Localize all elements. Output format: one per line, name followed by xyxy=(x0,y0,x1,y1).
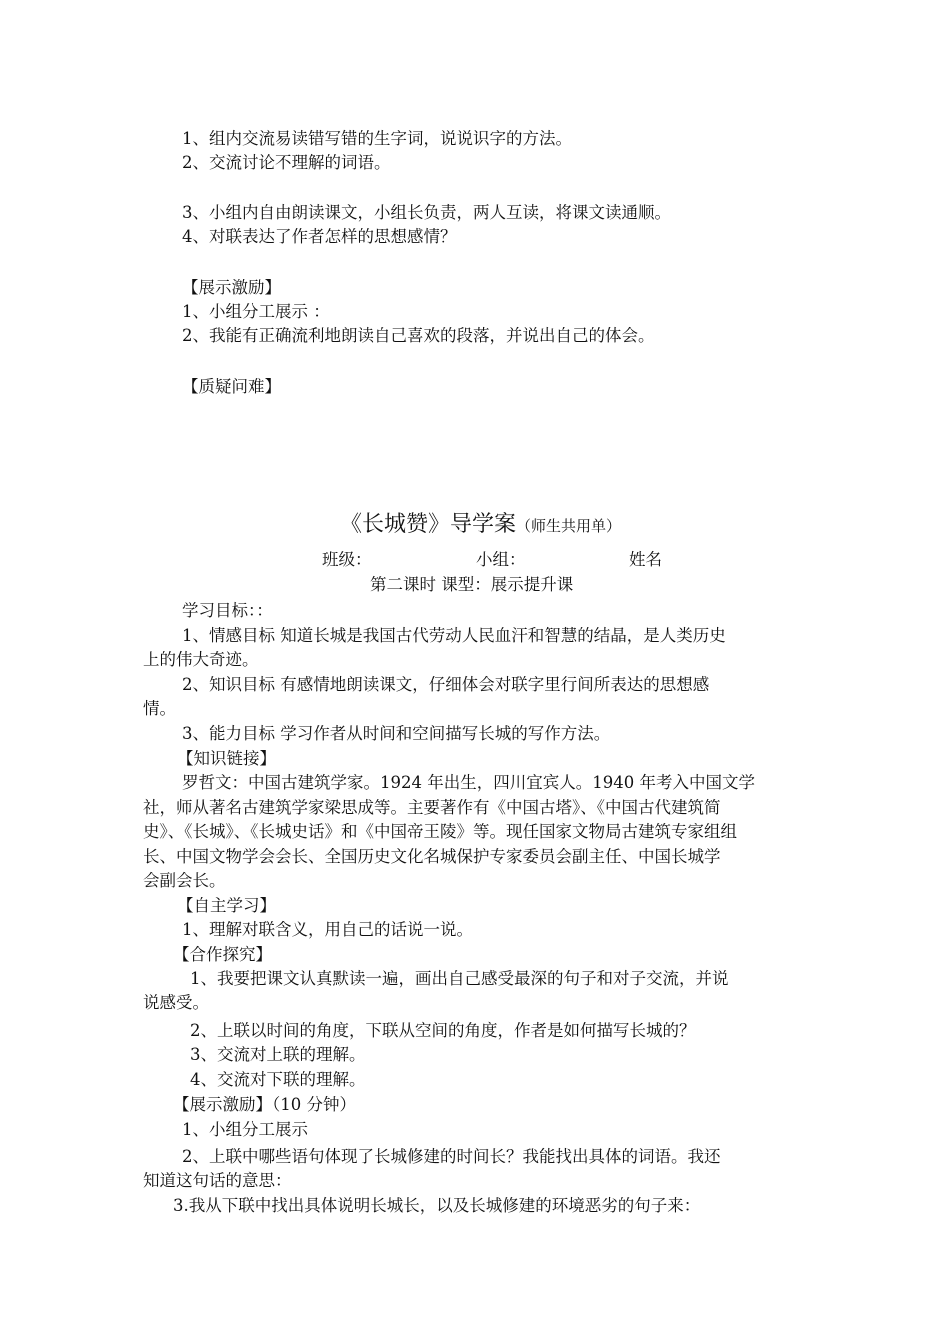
show2-item-3: 3.我从下联中找出具体说明长城长，以及长城修建的环境恶劣的句子来： xyxy=(173,1196,701,1215)
show2-item-2-line-1: 2、上联中哪些语句体现了长城修建的时间长？我能找出具体的词语。我还 xyxy=(182,1147,721,1166)
coop-item-2: 2、上联以时间的角度，下联从空间的角度，作者是如何描写长城的？ xyxy=(190,1021,696,1040)
doc-title: 《长城赞》导学案 xyxy=(340,512,517,537)
question-heading: 【质疑问难】 xyxy=(182,377,281,396)
part1-item-2: 2、交流讨论不理解的词语。 xyxy=(182,153,391,172)
goal-3: 3、能力目标 学习作者从时间和空间描写长城的写作方法。 xyxy=(182,724,611,743)
coop-item-1-line-1: 1、我要把课文认真默读一遍，画出自己感受最深的句子和对子交流，并说 xyxy=(190,969,729,988)
show2-item-2-line-2: 知道这句话的意思： xyxy=(143,1171,292,1190)
show-heading: 【展示激励】 xyxy=(182,278,281,297)
knowledge-line-5: 会副会长。 xyxy=(143,871,226,890)
coop-item-1-line-2: 说感受。 xyxy=(143,993,209,1012)
name-label: 姓名 xyxy=(629,550,662,569)
goal-2-line-2: 情。 xyxy=(143,699,176,718)
class-label: 班级： xyxy=(322,550,372,569)
show-item-2: 2、我能有正确流利地朗读自己喜欢的段落，并说出自己的体会。 xyxy=(182,326,655,345)
part1-item-4: 4、对联表达了作者怎样的思想感情？ xyxy=(182,227,457,246)
knowledge-line-2: 社，师从著名古建筑学家梁思成等。主要著作有《中国古塔》、《中国古代建筑简 xyxy=(143,798,721,817)
goal-1-line-1: 1、情感目标 知道长城是我国古代劳动人民血汗和智慧的结晶，是人类历史 xyxy=(182,626,726,645)
knowledge-line-3: 史》、《长城》、《长城史话》和《中国帝王陵》等。现任国家文物局古建筑专家组组 xyxy=(143,822,737,841)
goal-1-line-2: 上的伟大奇迹。 xyxy=(143,650,259,669)
coop-heading: 【合作探究】 xyxy=(173,945,272,964)
self-study-heading: 【自主学习】 xyxy=(177,896,276,915)
coop-item-4: 4、交流对下联的理解。 xyxy=(190,1070,366,1089)
doc-title-block xyxy=(340,510,621,541)
show-item-1: 1、小组分工展示 ： xyxy=(182,302,330,321)
part1-item-3: 3、小组内自由朗读课文，小组长负责，两人互读，将课文读通顺。 xyxy=(182,203,671,222)
knowledge-line-4: 长、中国文物学会会长、全国历史文化名城保护专家委员会副主任、中国长城学 xyxy=(143,847,721,866)
show2-item-1: 1、小组分工展示 xyxy=(182,1120,308,1139)
show2-heading: 【展示激励】（10 分钟） xyxy=(173,1095,356,1114)
goal-2-line-1: 2、知识目标 有感情地朗读课文，仔细体会对联字里行间所表达的思想感 xyxy=(182,675,710,694)
lesson-info: 第二课时 课型：展示提升课 xyxy=(370,575,574,594)
part1-item-1: 1、组内交流易读错写错的生字词，说说识字的方法。 xyxy=(182,129,572,148)
knowledge-heading: 【知识链接】 xyxy=(177,749,276,768)
knowledge-line-1: 罗哲文：中国古建筑学家。1924 年出生，四川宜宾人。1940 年考入中国文学 xyxy=(182,773,755,792)
self-study-item: 1、理解对联含义，用自己的话说一说。 xyxy=(182,920,473,939)
group-label: 小组： xyxy=(476,550,526,569)
doc-title-note: （师生共用单） xyxy=(516,517,622,535)
coop-item-3: 3、交流对上联的理解。 xyxy=(190,1045,366,1064)
goals-heading: 学习目标：： xyxy=(182,601,273,620)
